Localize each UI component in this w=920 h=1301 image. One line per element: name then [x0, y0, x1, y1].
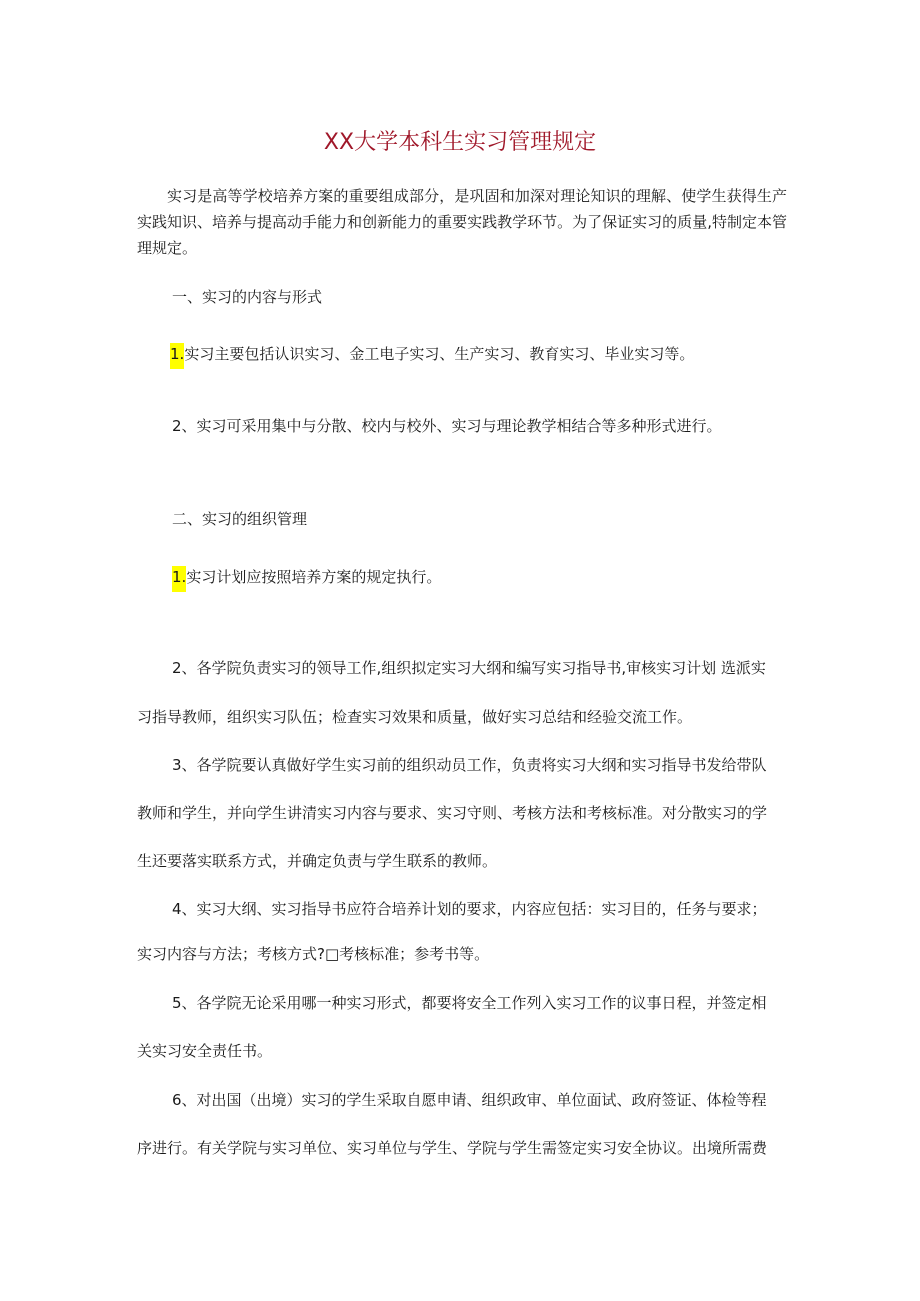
- section2-item4-line1: 4、实习大纲、实习指导书应符合培养计划的要求，内容应包括：实习目的，任务与要求；: [172, 900, 767, 918]
- section2-item4-line2: 实习内容与方法；考核方式?□考核标准；参考书等。: [137, 945, 490, 963]
- section2-item6-line2: 序进行。有关学院与实习单位、实习单位与学生、学院与学生需签定实习安全协议。出境所需费: [137, 1139, 768, 1157]
- highlight-marker: 1.: [170, 343, 184, 369]
- highlight-marker: 1.: [172, 566, 186, 592]
- document-title: XX大学本科生实习管理规定: [323, 130, 597, 155]
- section2-item6-line1: 6、对出国（出境）实习的学生采取自愿申请、组织政审、单位面试、政府签证、体检等程: [172, 1091, 767, 1109]
- section2-item3-line2: 教师和学生，并向学生讲清实习内容与要求、实习守则、考核方法和考核标准。对分散实习的学: [137, 804, 768, 822]
- intro-paragraph: 实习是高等学校培养方案的重要组成部分，是巩固和加深对理论知识的理解、使学生获得生产实践知识、培养与提高动手能力和创新能力的重要实践教学环节。为了保证实习的质量,特制定本管理规定。: [137, 187, 787, 257]
- section1-item1: [170, 343, 694, 365]
- section2-item1-text: 实习计划应按照培养方案的规定执行。: [186, 568, 442, 586]
- section2-item1: [172, 566, 441, 588]
- section2-heading: 二、实习的组织管理: [172, 510, 308, 528]
- section2-item3-line1: 3、各学院要认真做好学生实习前的组织动员工作，负责将实习大纲和实习指导书发给带队: [172, 756, 767, 774]
- section1-item1-text: 实习主要包括认识实习、金工电子实习、生产实习、教育实习、毕业实习等。: [184, 345, 695, 363]
- section2-item3-line3: 生还要落实联系方式，并确定负责与学生联系的教师。: [137, 852, 498, 870]
- section1-item2: 2、实习可采用集中与分散、校内与校外、实习与理论教学相结合等多种形式进行。: [172, 417, 722, 435]
- section1-heading: 一、实习的内容与形式: [172, 288, 323, 306]
- section2-item2-line1: 2、各学院负责实习的领导工作,组织拟定实习大纲和编写实习指导书,审核实习计划 选派实: [172, 659, 766, 677]
- section2-item5-line1: 5、各学院无论采用哪一种实习形式，都要将安全工作列入实习工作的议事日程，并签定相: [172, 994, 767, 1012]
- section2-item5-line2: 关实习安全责任书。: [137, 1042, 273, 1060]
- section2-item2-line2: 习指导教师，组织实习队伍；检查实习效果和质量，做好实习总结和经验交流工作。: [137, 708, 693, 726]
